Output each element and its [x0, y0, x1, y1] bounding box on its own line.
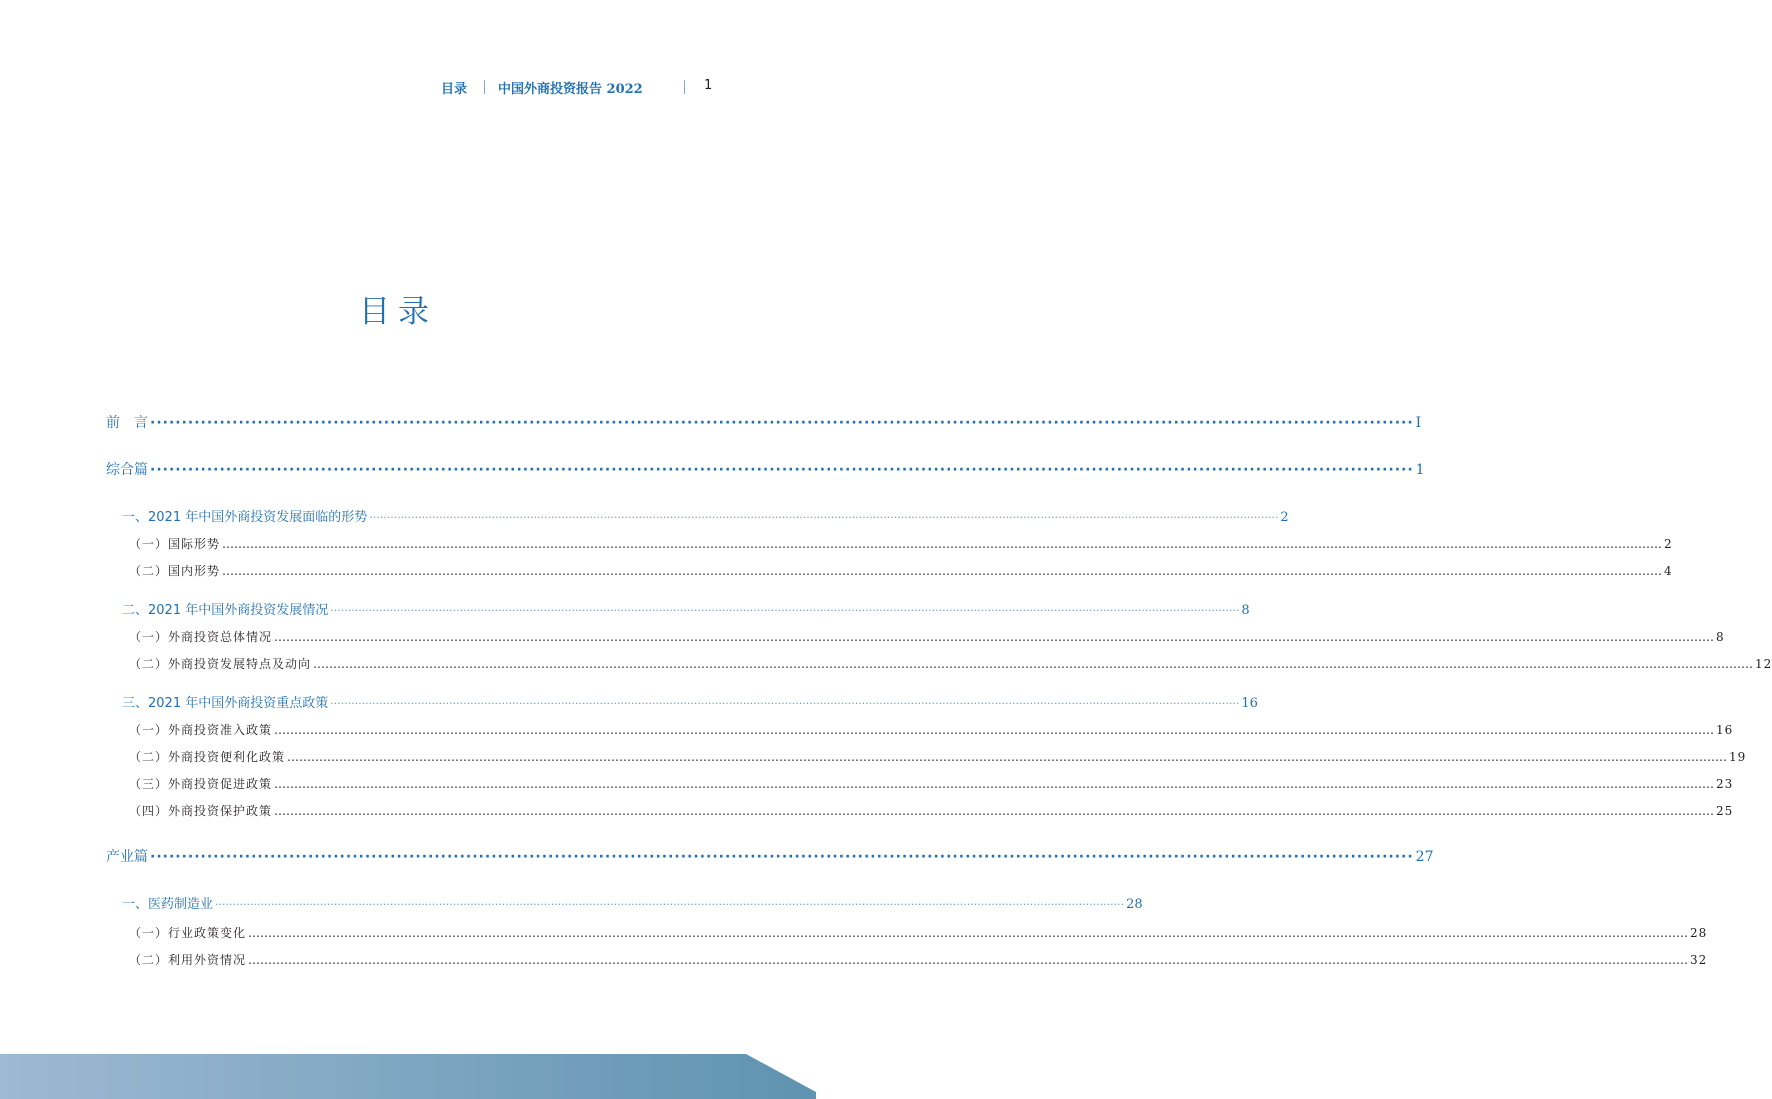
toc-entry-chapter[interactable] [122, 506, 1289, 526]
toc-entry-page: 16 [1241, 696, 1258, 711]
header-divider [484, 80, 485, 94]
toc-entry-chapter[interactable] [122, 599, 1250, 619]
toc-entry-section[interactable] [129, 628, 1725, 648]
dot-leader: ……………………………………………………………………………………………………………………………………………………………………………………………………………………………………………………………………………………………………………………………… [274, 723, 1715, 737]
toc-entry-section[interactable] [129, 655, 1772, 675]
dot-leader: ……………………………………………………………………………………………………………………………………………………………………………………………………………………………………………………………………………………………………………………………… [248, 953, 1689, 967]
dot-leader: ···································································································································································································································································· [330, 697, 1240, 710]
page-title: 目录 [359, 294, 437, 330]
toc-entry-section[interactable] [129, 748, 1747, 768]
toc-entry-page: 32 [1690, 953, 1708, 967]
toc-entry-label: （三）外商投资促进政策 [129, 777, 273, 791]
toc-entry-page: 19 [1729, 750, 1747, 764]
toc-entry-chapter[interactable] [122, 893, 1143, 913]
toc-entry-page: 2 [1664, 537, 1673, 551]
toc-entry-page: 8 [1241, 603, 1250, 618]
toc-entry-section[interactable] [129, 951, 1708, 971]
running-header [0, 78, 816, 98]
toc-entry-section[interactable] [129, 802, 1734, 822]
toc-entry-label: 产业篇 [106, 849, 148, 865]
dot-leader: ……………………………………………………………………………………………………………………………………………………………………………………………………………………………………………………………………………………………………………………………… [222, 564, 1663, 578]
dot-leader: ……………………………………………………………………………………………………………………………………………………………………………………………………………………………………………………………………………………………………………………………… [274, 630, 1715, 644]
toc-entry-section[interactable] [129, 775, 1734, 795]
toc-entry-page: 1 [1415, 462, 1425, 478]
dot-leader: ……………………………………………………………………………………………………………………………………………………………………………………………………………………………………………………………………………………………………………………………… [313, 657, 1754, 671]
header-section-label: 目录 [441, 82, 468, 97]
header-divider [684, 80, 685, 94]
dot-leader: ……………………………………………………………………………………………………………………………………………………………………………………………………………………………………………………………………………………………………………………………… [248, 926, 1689, 940]
toc-entry-chapter[interactable] [122, 692, 1258, 712]
toc-entry-page: 25 [1716, 804, 1734, 818]
toc-entry-section[interactable] [129, 535, 1673, 555]
toc-entry-label: （一）外商投资准入政策 [129, 723, 273, 737]
toc-entry-label: （二）利用外资情况 [129, 953, 247, 967]
toc-entry-page: 28 [1126, 897, 1143, 912]
toc-entry-page: 8 [1716, 630, 1725, 644]
header-page-number: 1 [704, 78, 713, 93]
dot-leader: ……………………………………………………………………………………………………………………………………………………………………………………………………………………………………………………………………………………………………………………………… [274, 804, 1715, 818]
toc-entry-label: （四）外商投资保护政策 [129, 804, 273, 818]
toc-entry-label: 一、2021 年中国外商投资发展面临的形势 [122, 510, 368, 525]
toc-entry-label: （一）行业政策变化 [129, 926, 247, 940]
footer-band-shape [0, 1054, 816, 1099]
dot-leader: ···································································································································································································································································· [330, 604, 1240, 617]
toc-entry-part[interactable] [106, 846, 1434, 866]
footer-gradient-band [0, 1054, 816, 1099]
toc-entry-label: 一、医药制造业 [122, 897, 214, 912]
toc-entry-page: 4 [1664, 564, 1673, 578]
toc-entry-label: （二）外商投资便利化政策 [129, 750, 286, 764]
toc-entry-label: 综合篇 [106, 462, 148, 478]
toc-entry-part[interactable] [106, 459, 1425, 479]
toc-entry-page: 27 [1415, 849, 1434, 865]
toc-entry-section[interactable] [129, 721, 1734, 741]
toc-entry-page: 16 [1716, 723, 1734, 737]
toc-entry-label: 前 言 [106, 415, 148, 431]
toc-entry-label: （一）外商投资总体情况 [129, 630, 273, 644]
dot-leader: ···································································································································································································································································· [215, 898, 1125, 911]
toc-entry-page: 2 [1280, 510, 1289, 525]
toc-entry-label: （二）外商投资发展特点及动向 [129, 657, 312, 671]
header-report-title: 中国外商投资报告 2022 [498, 82, 643, 97]
toc-entry-section[interactable] [129, 562, 1673, 582]
toc-entry-label: （二）国内形势 [129, 564, 221, 578]
dot-leader: ········································································································································································································ [150, 415, 1414, 431]
toc-entry-part[interactable] [106, 412, 1422, 432]
toc-entry-page: I [1415, 415, 1422, 431]
toc-entry-section[interactable] [129, 924, 1708, 944]
toc-entry-page: 23 [1716, 777, 1734, 791]
dot-leader: ……………………………………………………………………………………………………………………………………………………………………………………………………………………………………………………………………………………………………………………………… [287, 750, 1728, 764]
dot-leader: ········································································································································································································ [150, 462, 1414, 478]
toc-entry-page: 12 [1755, 657, 1772, 671]
dot-leader: ……………………………………………………………………………………………………………………………………………………………………………………………………………………………………………………………………………………………………………………………… [274, 777, 1715, 791]
dot-leader: ……………………………………………………………………………………………………………………………………………………………………………………………………………………………………………………………………………………………………………………………… [222, 537, 1663, 551]
toc-entry-page: 28 [1690, 926, 1708, 940]
toc-entry-label: 二、2021 年中国外商投资发展情况 [122, 603, 329, 618]
dot-leader: ········································································································································································································ [150, 849, 1414, 865]
toc-entry-label: 三、2021 年中国外商投资重点政策 [122, 696, 329, 711]
dot-leader: ···································································································································································································································································· [369, 511, 1279, 524]
toc-entry-label: （一）国际形势 [129, 537, 221, 551]
